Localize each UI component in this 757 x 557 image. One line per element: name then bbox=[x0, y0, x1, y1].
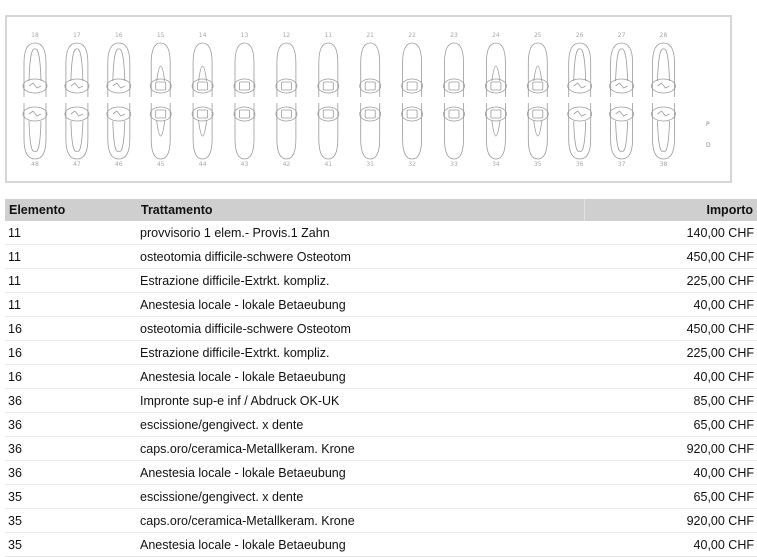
lower-tooth[interactable] bbox=[107, 103, 131, 159]
lower-tooth[interactable] bbox=[652, 103, 676, 159]
treatment-table bbox=[5, 199, 757, 557]
table-row[interactable] bbox=[5, 269, 757, 293]
upper-tooth[interactable] bbox=[568, 43, 592, 97]
tooth-number-lower: 43 bbox=[230, 161, 260, 168]
lower-tooth[interactable] bbox=[485, 103, 506, 159]
cell-trattamento: Estrazione difficile-Extrkt. kompliz. bbox=[137, 269, 585, 293]
tooth-number-upper: 28 bbox=[649, 32, 679, 39]
cell-elemento: 36 bbox=[5, 413, 137, 437]
lower-tooth[interactable] bbox=[65, 103, 89, 159]
cell-elemento: 36 bbox=[5, 461, 137, 485]
cell-elemento: 16 bbox=[5, 341, 137, 365]
lower-tooth[interactable] bbox=[360, 103, 381, 159]
cell-importo: 40,00 CHF bbox=[585, 533, 757, 557]
table-row[interactable] bbox=[5, 509, 757, 533]
cell-elemento: 36 bbox=[5, 389, 137, 413]
header-elemento[interactable]: Elemento bbox=[5, 199, 137, 221]
cell-trattamento: escissione/gengivect. x dente bbox=[137, 485, 585, 509]
cell-trattamento: caps.oro/ceramica-Metallkeram. Krone bbox=[137, 509, 585, 533]
lower-tooth[interactable] bbox=[276, 103, 297, 159]
tooth-number-upper: 12 bbox=[271, 32, 301, 39]
tooth-number-lower: 42 bbox=[271, 161, 301, 168]
cell-importo: 920,00 CHF bbox=[585, 509, 757, 533]
table-header-row bbox=[5, 199, 757, 221]
upper-tooth[interactable] bbox=[107, 43, 131, 97]
cell-trattamento: Anestesia locale - lokale Betaeubung bbox=[137, 533, 585, 557]
lower-tooth[interactable] bbox=[23, 103, 47, 159]
cell-importo: 450,00 CHF bbox=[585, 317, 757, 341]
table-row[interactable] bbox=[5, 437, 757, 461]
tooth-number-lower: 32 bbox=[397, 161, 427, 168]
lower-tooth[interactable] bbox=[192, 103, 213, 159]
cell-importo: 85,00 CHF bbox=[585, 389, 757, 413]
table-row[interactable] bbox=[5, 293, 757, 317]
table-row[interactable] bbox=[5, 341, 757, 365]
header-trattamento[interactable]: Trattamento bbox=[137, 199, 585, 221]
lower-tooth[interactable] bbox=[234, 103, 255, 159]
tooth-number-lower: 38 bbox=[649, 161, 679, 168]
tooth-number-lower: 34 bbox=[481, 161, 511, 168]
tooth-number-upper: 23 bbox=[439, 32, 469, 39]
cell-trattamento: Anestesia locale - lokale Betaeubung bbox=[137, 461, 585, 485]
cell-trattamento: Anestesia locale - lokale Betaeubung bbox=[137, 293, 585, 317]
cell-importo: 140,00 CHF bbox=[585, 221, 757, 245]
upper-tooth[interactable] bbox=[444, 43, 465, 97]
cell-importo: 225,00 CHF bbox=[585, 341, 757, 365]
table-row[interactable] bbox=[5, 365, 757, 389]
tooth-number-upper: 18 bbox=[20, 32, 50, 39]
cell-importo: 65,00 CHF bbox=[585, 485, 757, 509]
lower-tooth[interactable] bbox=[610, 103, 634, 159]
upper-tooth[interactable] bbox=[652, 43, 676, 97]
upper-tooth[interactable] bbox=[150, 43, 171, 97]
tooth-number-upper: 16 bbox=[104, 32, 134, 39]
cell-trattamento: escissione/gengivect. x dente bbox=[137, 413, 585, 437]
cell-importo: 40,00 CHF bbox=[585, 293, 757, 317]
lower-tooth[interactable] bbox=[150, 103, 171, 159]
cell-trattamento: Estrazione difficile-Extrkt. kompliz. bbox=[137, 341, 585, 365]
lower-tooth[interactable] bbox=[444, 103, 465, 159]
teeth-diagram bbox=[7, 17, 730, 181]
tooth-number-upper: 13 bbox=[230, 32, 260, 39]
tooth-number-upper: 17 bbox=[62, 32, 92, 39]
cell-trattamento: osteotomia difficile-schwere Osteotom bbox=[137, 245, 585, 269]
table-row[interactable] bbox=[5, 461, 757, 485]
tooth-number-upper: 22 bbox=[397, 32, 427, 39]
cell-elemento: 11 bbox=[5, 293, 137, 317]
cell-trattamento: provvisorio 1 elem.- Provis.1 Zahn bbox=[137, 221, 585, 245]
tooth-number-lower: 46 bbox=[104, 161, 134, 168]
tooth-number-upper: 25 bbox=[523, 32, 553, 39]
table-body bbox=[5, 221, 757, 557]
tooth-number-upper: 21 bbox=[355, 32, 385, 39]
upper-tooth[interactable] bbox=[318, 43, 339, 97]
lower-tooth[interactable] bbox=[568, 103, 592, 159]
cell-importo: 40,00 CHF bbox=[585, 365, 757, 389]
cell-elemento: 11 bbox=[5, 245, 137, 269]
table-row[interactable] bbox=[5, 245, 757, 269]
cell-importo: 225,00 CHF bbox=[585, 269, 757, 293]
cell-importo: 920,00 CHF bbox=[585, 437, 757, 461]
tooth-number-lower: 47 bbox=[62, 161, 92, 168]
table-row[interactable] bbox=[5, 221, 757, 245]
cell-trattamento: Anestesia locale - lokale Betaeubung bbox=[137, 365, 585, 389]
tooth-number-upper: 15 bbox=[146, 32, 176, 39]
cell-elemento: 11 bbox=[5, 221, 137, 245]
tooth-number-upper: 26 bbox=[565, 32, 595, 39]
cell-elemento: 11 bbox=[5, 269, 137, 293]
tooth-number-lower: 44 bbox=[188, 161, 218, 168]
tooth-number-upper: 27 bbox=[607, 32, 637, 39]
table-row[interactable] bbox=[5, 389, 757, 413]
header-importo[interactable]: Importo bbox=[585, 199, 757, 221]
cell-elemento: 35 bbox=[5, 509, 137, 533]
table-row[interactable] bbox=[5, 485, 757, 509]
cell-elemento: 36 bbox=[5, 437, 137, 461]
upper-tooth[interactable] bbox=[65, 43, 89, 97]
cell-importo: 65,00 CHF bbox=[585, 413, 757, 437]
side-label-d: D bbox=[706, 142, 711, 149]
tooth-number-upper: 24 bbox=[481, 32, 511, 39]
tooth-number-lower: 35 bbox=[523, 161, 553, 168]
tooth-number-lower: 31 bbox=[355, 161, 385, 168]
table-row[interactable] bbox=[5, 533, 757, 557]
tooth-number-lower: 41 bbox=[313, 161, 343, 168]
cell-elemento: 16 bbox=[5, 317, 137, 341]
tooth-number-upper: 11 bbox=[313, 32, 343, 39]
upper-tooth[interactable] bbox=[276, 43, 297, 97]
cell-trattamento: osteotomia difficile-schwere Osteotom bbox=[137, 317, 585, 341]
cell-elemento: 35 bbox=[5, 485, 137, 509]
tooth-number-lower: 37 bbox=[607, 161, 637, 168]
upper-tooth[interactable] bbox=[23, 43, 47, 97]
tooth-number-lower: 45 bbox=[146, 161, 176, 168]
tooth-number-lower: 48 bbox=[20, 161, 50, 168]
table-row[interactable] bbox=[5, 413, 757, 437]
upper-tooth[interactable] bbox=[402, 43, 423, 97]
upper-tooth[interactable] bbox=[485, 43, 506, 97]
upper-tooth[interactable] bbox=[360, 43, 381, 97]
cell-importo: 450,00 CHF bbox=[585, 245, 757, 269]
cell-trattamento: caps.oro/ceramica-Metallkeram. Krone bbox=[137, 437, 585, 461]
upper-tooth[interactable] bbox=[610, 43, 634, 97]
cell-importo: 40,00 CHF bbox=[585, 461, 757, 485]
table-row[interactable] bbox=[5, 317, 757, 341]
cell-elemento: 16 bbox=[5, 365, 137, 389]
upper-tooth[interactable] bbox=[192, 43, 213, 97]
side-label-p: P bbox=[706, 121, 710, 128]
lower-tooth[interactable] bbox=[402, 103, 423, 159]
lower-tooth[interactable] bbox=[318, 103, 339, 159]
lower-tooth[interactable] bbox=[527, 103, 548, 159]
dental-chart bbox=[5, 15, 732, 183]
cell-trattamento: Impronte sup-e inf / Abdruck OK-UK bbox=[137, 389, 585, 413]
tooth-number-upper: 14 bbox=[188, 32, 218, 39]
tooth-number-lower: 36 bbox=[565, 161, 595, 168]
cell-elemento: 35 bbox=[5, 533, 137, 557]
tooth-number-lower: 33 bbox=[439, 161, 469, 168]
upper-tooth[interactable] bbox=[234, 43, 255, 97]
upper-tooth[interactable] bbox=[527, 43, 548, 97]
